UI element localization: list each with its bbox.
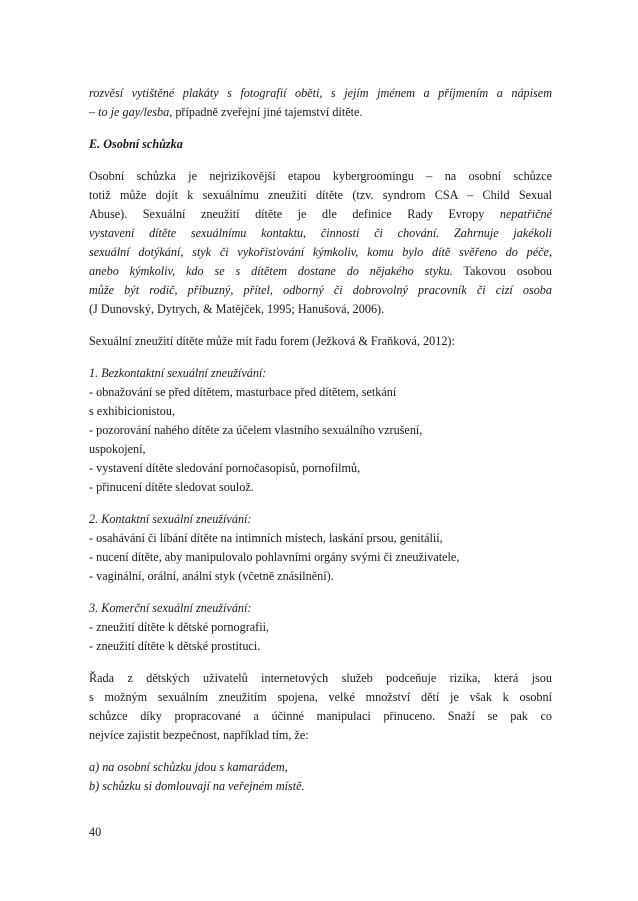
list-item: a) na osobní schůzku jdou s kamarádem,: [89, 760, 288, 774]
list-contact: [89, 510, 552, 586]
text-plain: Takovou osobou: [452, 264, 553, 278]
list-item: - zneužití dítěte k dětské prostituci.: [89, 639, 261, 653]
text-line: rozvěsí vytištěné plakáty s fotografií oběti, s jejím jménem a příjmením a nápisem: [89, 86, 552, 100]
list-item: - nucení dítěte, aby manipulovalo pohlavními orgány svými či zneuživatele,: [89, 550, 460, 564]
page-number: 40: [89, 825, 102, 839]
list-title: 2. Kontaktní sexuální zneužívání:: [89, 512, 252, 526]
text-italic: nepatřičné: [499, 207, 552, 221]
list-title: 1. Bezkontaktní sexuální zneužívání:: [89, 366, 267, 380]
list-item: - zneužití dítěte k dětské pornografii,: [89, 620, 270, 634]
paragraph-definition: [89, 167, 552, 319]
text-line: [89, 103, 552, 122]
section-heading: E. Osobní schůzka: [89, 137, 183, 151]
list-item: - osahávání či líbání dítěte na intimních místech, laskání prsou, genitálií,: [89, 531, 443, 545]
text-italic: – to je gay/lesba: [89, 105, 170, 119]
text-line: (J Dunovský, Dytrych, & Matějček, 1995; Hanušová, 2006).: [89, 302, 385, 316]
list-title: 3. Komerční sexuální zneužívání:: [89, 601, 252, 615]
list-item: - vaginální, orální, anální styk (včetně znásilnění).: [89, 569, 334, 583]
page-body: [89, 84, 552, 809]
list-safety: [89, 758, 552, 796]
text-line: Řada z dětských uživatelů internetových služeb podceňuje rizika, která jsou: [89, 671, 552, 685]
text-italic: anebo kýmkoliv, kdo se s dítětem dostane do nějakého styku.: [89, 264, 453, 278]
list-item: - obnažování se před dítětem, masturbace před dítětem, setkání: [89, 385, 397, 399]
text-line: totiž může dojít k sexuálnímu zneužití dítěte (tzv. syndrom CSA – Child Sexual: [89, 188, 552, 202]
list-item: - vystavení dítěte sledování pornočasopisů, pornofilmů,: [89, 461, 361, 475]
text-line: vystavení dítěte sexuálnímu kontaktu, činnosti či chování. Zahrnuje jakékoli: [89, 226, 552, 240]
list-item: b) schůzku si domlouvají na veřejném místě.: [89, 779, 305, 793]
list-item: s exhibicionistou,: [89, 404, 175, 418]
list-item: uspokojení,: [89, 442, 146, 456]
text-line: nejvíce zajistit bezpečnost, například tím, že:: [89, 728, 309, 742]
text-plain: , případně zveřejní jiné tajemství dítěte.: [169, 105, 363, 119]
list-item: - pozorování nahého dítěte za účelem vlastního sexuálního vzrušení,: [89, 423, 423, 437]
list-item: - přinucení dítěte sledovat soulož.: [89, 480, 254, 494]
text-line: Sexuální zneužití dítěte může mít řadu forem (Ježková & Fraňková, 2012):: [89, 334, 455, 348]
text-line: schůzce díky propracované a účinné manipulaci přinuceno. Snaží se pak co: [89, 709, 552, 723]
paragraph-risks: [89, 669, 552, 745]
text-plain: Abuse). Sexuální zneužití dítěte je dle definice Rady Evropy: [89, 207, 500, 221]
text-line: může být rodič, příbuzný, přítel, odborný či dobrovolný pracovník či cizí osoba: [89, 283, 552, 297]
text-line: Osobní schůzka je nejrizikovější etapou kybergroomingu – na osobní schůzce: [89, 169, 552, 183]
list-noncontact: [89, 364, 552, 497]
text-line: [89, 205, 552, 224]
paragraph-intro: [89, 84, 552, 122]
paragraph-forms: [89, 332, 552, 351]
text-line: s možným sexuálním zneužitím spojena, velké množství dětí je však k osobní: [89, 690, 552, 704]
list-commercial: [89, 599, 552, 656]
text-line: [89, 262, 552, 281]
text-line: sexuální dotýkání, styk či vykořisťování kýmkoliv, komu bylo dítě svěřeno do péče,: [89, 245, 552, 259]
